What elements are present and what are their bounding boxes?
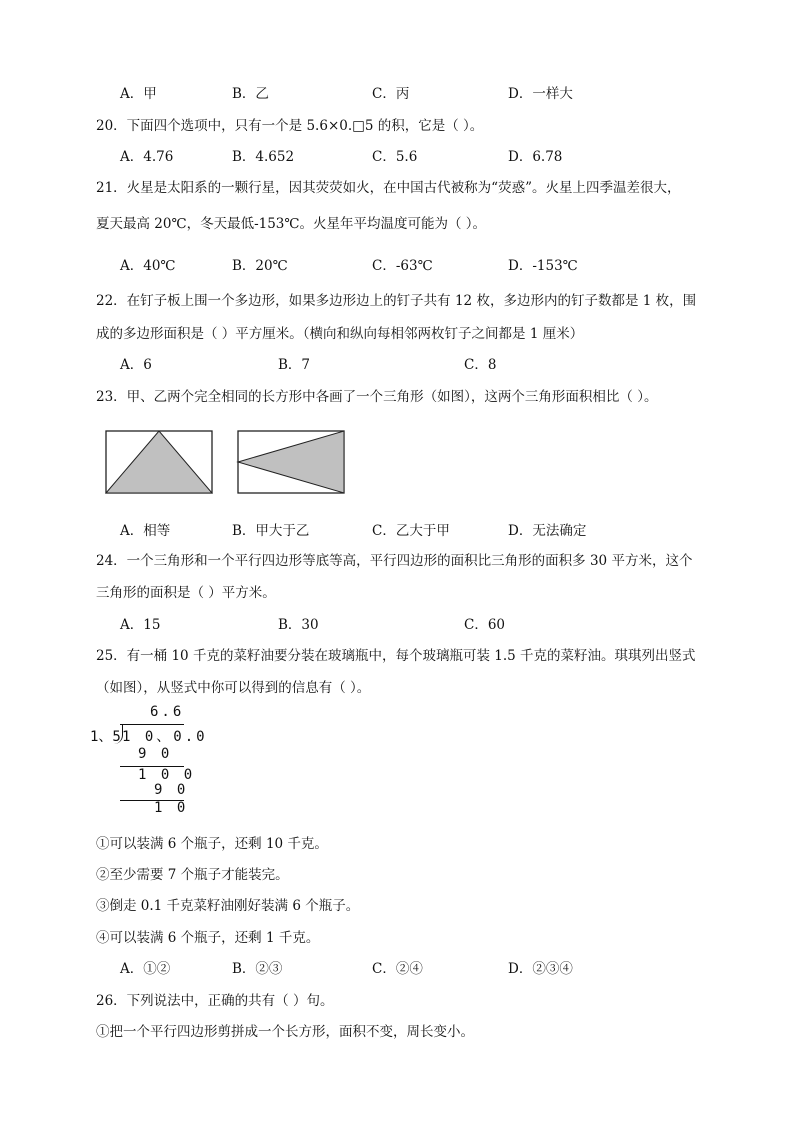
- q21-option-a[interactable]: A．40℃: [120, 258, 176, 274]
- q25-stem-line2: （如图），从竖式中你可以得到的信息有（ ）。: [96, 680, 371, 696]
- q22-option-b[interactable]: B．7: [278, 357, 311, 373]
- q22-stem-line1: 22．在钉子板上围一个多边形，如果多边形边上的钉子共有 12 枚，多边形内的钉子数都是 1 枚，围: [96, 293, 697, 309]
- q23-stem: 23．甲、乙两个完全相同的长方形中各画了一个三角形（如图），这两个三角形面积相比（ ）。: [96, 389, 658, 405]
- q24-option-a[interactable]: A．15: [120, 617, 161, 633]
- q19-option-a[interactable]: A．甲: [120, 86, 157, 102]
- q23-option-d[interactable]: D．无法确定: [508, 523, 587, 539]
- q23-figure-jia: [106, 431, 212, 493]
- q24-option-c[interactable]: C．60: [464, 617, 506, 633]
- q23-figure: [103, 428, 363, 498]
- q25-statement-2: ②至少需要 7 个瓶子才能装完。: [96, 867, 289, 883]
- division-bar: [120, 724, 184, 725]
- q25-long-division: [90, 704, 208, 816]
- q23-figure-yi: [238, 431, 344, 493]
- q19-option-b[interactable]: B．乙: [232, 86, 269, 102]
- division-quotient: 6.6: [150, 704, 185, 720]
- q25-stem-line1: 25．有一桶 10 千克的菜籽油要分装在玻璃瓶中，每个玻璃瓶可装 1.5 千克的菜籽油。琪琪列出竖式: [96, 648, 696, 664]
- q20-option-d[interactable]: D．6.78: [508, 149, 563, 165]
- q21-stem-line2: 夏天最高 20℃，冬天最低-153℃。火星年平均温度可能为（ ）。: [96, 216, 487, 232]
- q20-option-c[interactable]: C．5.6: [372, 149, 418, 165]
- q22-stem-line2: 成的多边形面积是（ ）平方厘米。（横向和纵向每相邻两枚钉子之间都是 1 厘米）: [96, 326, 584, 342]
- q23-option-a[interactable]: A．相等: [120, 523, 171, 539]
- q21-option-d[interactable]: D．-153℃: [508, 258, 578, 274]
- q25-statement-4: ④可以装满 6 个瓶子，还剩 1 千克。: [96, 930, 320, 946]
- division-divisor: 1、5: [90, 729, 121, 745]
- division-step2: 9 0: [154, 782, 189, 798]
- q25-option-c[interactable]: C．②④: [372, 961, 423, 977]
- division-remainder1: 1 0 0: [138, 767, 196, 783]
- q25-option-d[interactable]: D．②③④: [508, 961, 573, 977]
- q25-statement-3: ③倒走 0.1 千克菜籽油刚好装满 6 个瓶子。: [96, 898, 360, 914]
- q21-stem-line1: 21．火星是太阳系的一颗行星，因其荧荧如火，在中国古代被称为“荧惑”。火星上四季温差很大，: [96, 180, 681, 196]
- q26-statement-1: ①把一个平行四边形剪拼成一个长方形，面积不变，周长变小。: [96, 1024, 474, 1040]
- q25-option-a[interactable]: A．①②: [120, 961, 171, 977]
- q20-option-b[interactable]: B．4.652: [232, 149, 295, 165]
- division-dividend: 1 0、0.0: [122, 729, 208, 745]
- q21-option-b[interactable]: B．20℃: [232, 258, 288, 274]
- q25-option-b[interactable]: B．②③: [232, 961, 283, 977]
- q20-stem: 20．下面四个选项中，只有一个是 5.6×0.□5 的积，它是（ ）。: [96, 118, 484, 134]
- q22-option-c[interactable]: C．8: [464, 357, 497, 373]
- q24-stem-line2: 三角形的面积是（ ）平方米。: [96, 585, 276, 601]
- q20-option-a[interactable]: A．4.76: [120, 149, 174, 165]
- q24-option-b[interactable]: B．30: [278, 617, 319, 633]
- q19-option-d[interactable]: D．一样大: [508, 86, 573, 102]
- q23-option-b[interactable]: B．甲大于乙: [232, 523, 310, 539]
- q23-option-c[interactable]: C．乙大于甲: [372, 523, 450, 539]
- q19-option-c[interactable]: C．丙: [372, 86, 410, 102]
- division-step1: 9 0: [138, 746, 173, 762]
- q24-stem-line1: 24．一个三角形和一个平行四边形等底等高，平行四边形的面积比三角形的面积多 30 平方米，这个: [96, 553, 693, 569]
- q22-option-a[interactable]: A．6: [120, 357, 152, 373]
- q26-stem: 26．下列说法中，正确的共有（ ）句。: [96, 993, 334, 1009]
- q25-statement-1: ①可以装满 6 个瓶子，还剩 10 千克。: [96, 836, 328, 852]
- q21-option-c[interactable]: C．-63℃: [372, 258, 433, 274]
- division-remainder2: 1 0: [154, 800, 189, 816]
